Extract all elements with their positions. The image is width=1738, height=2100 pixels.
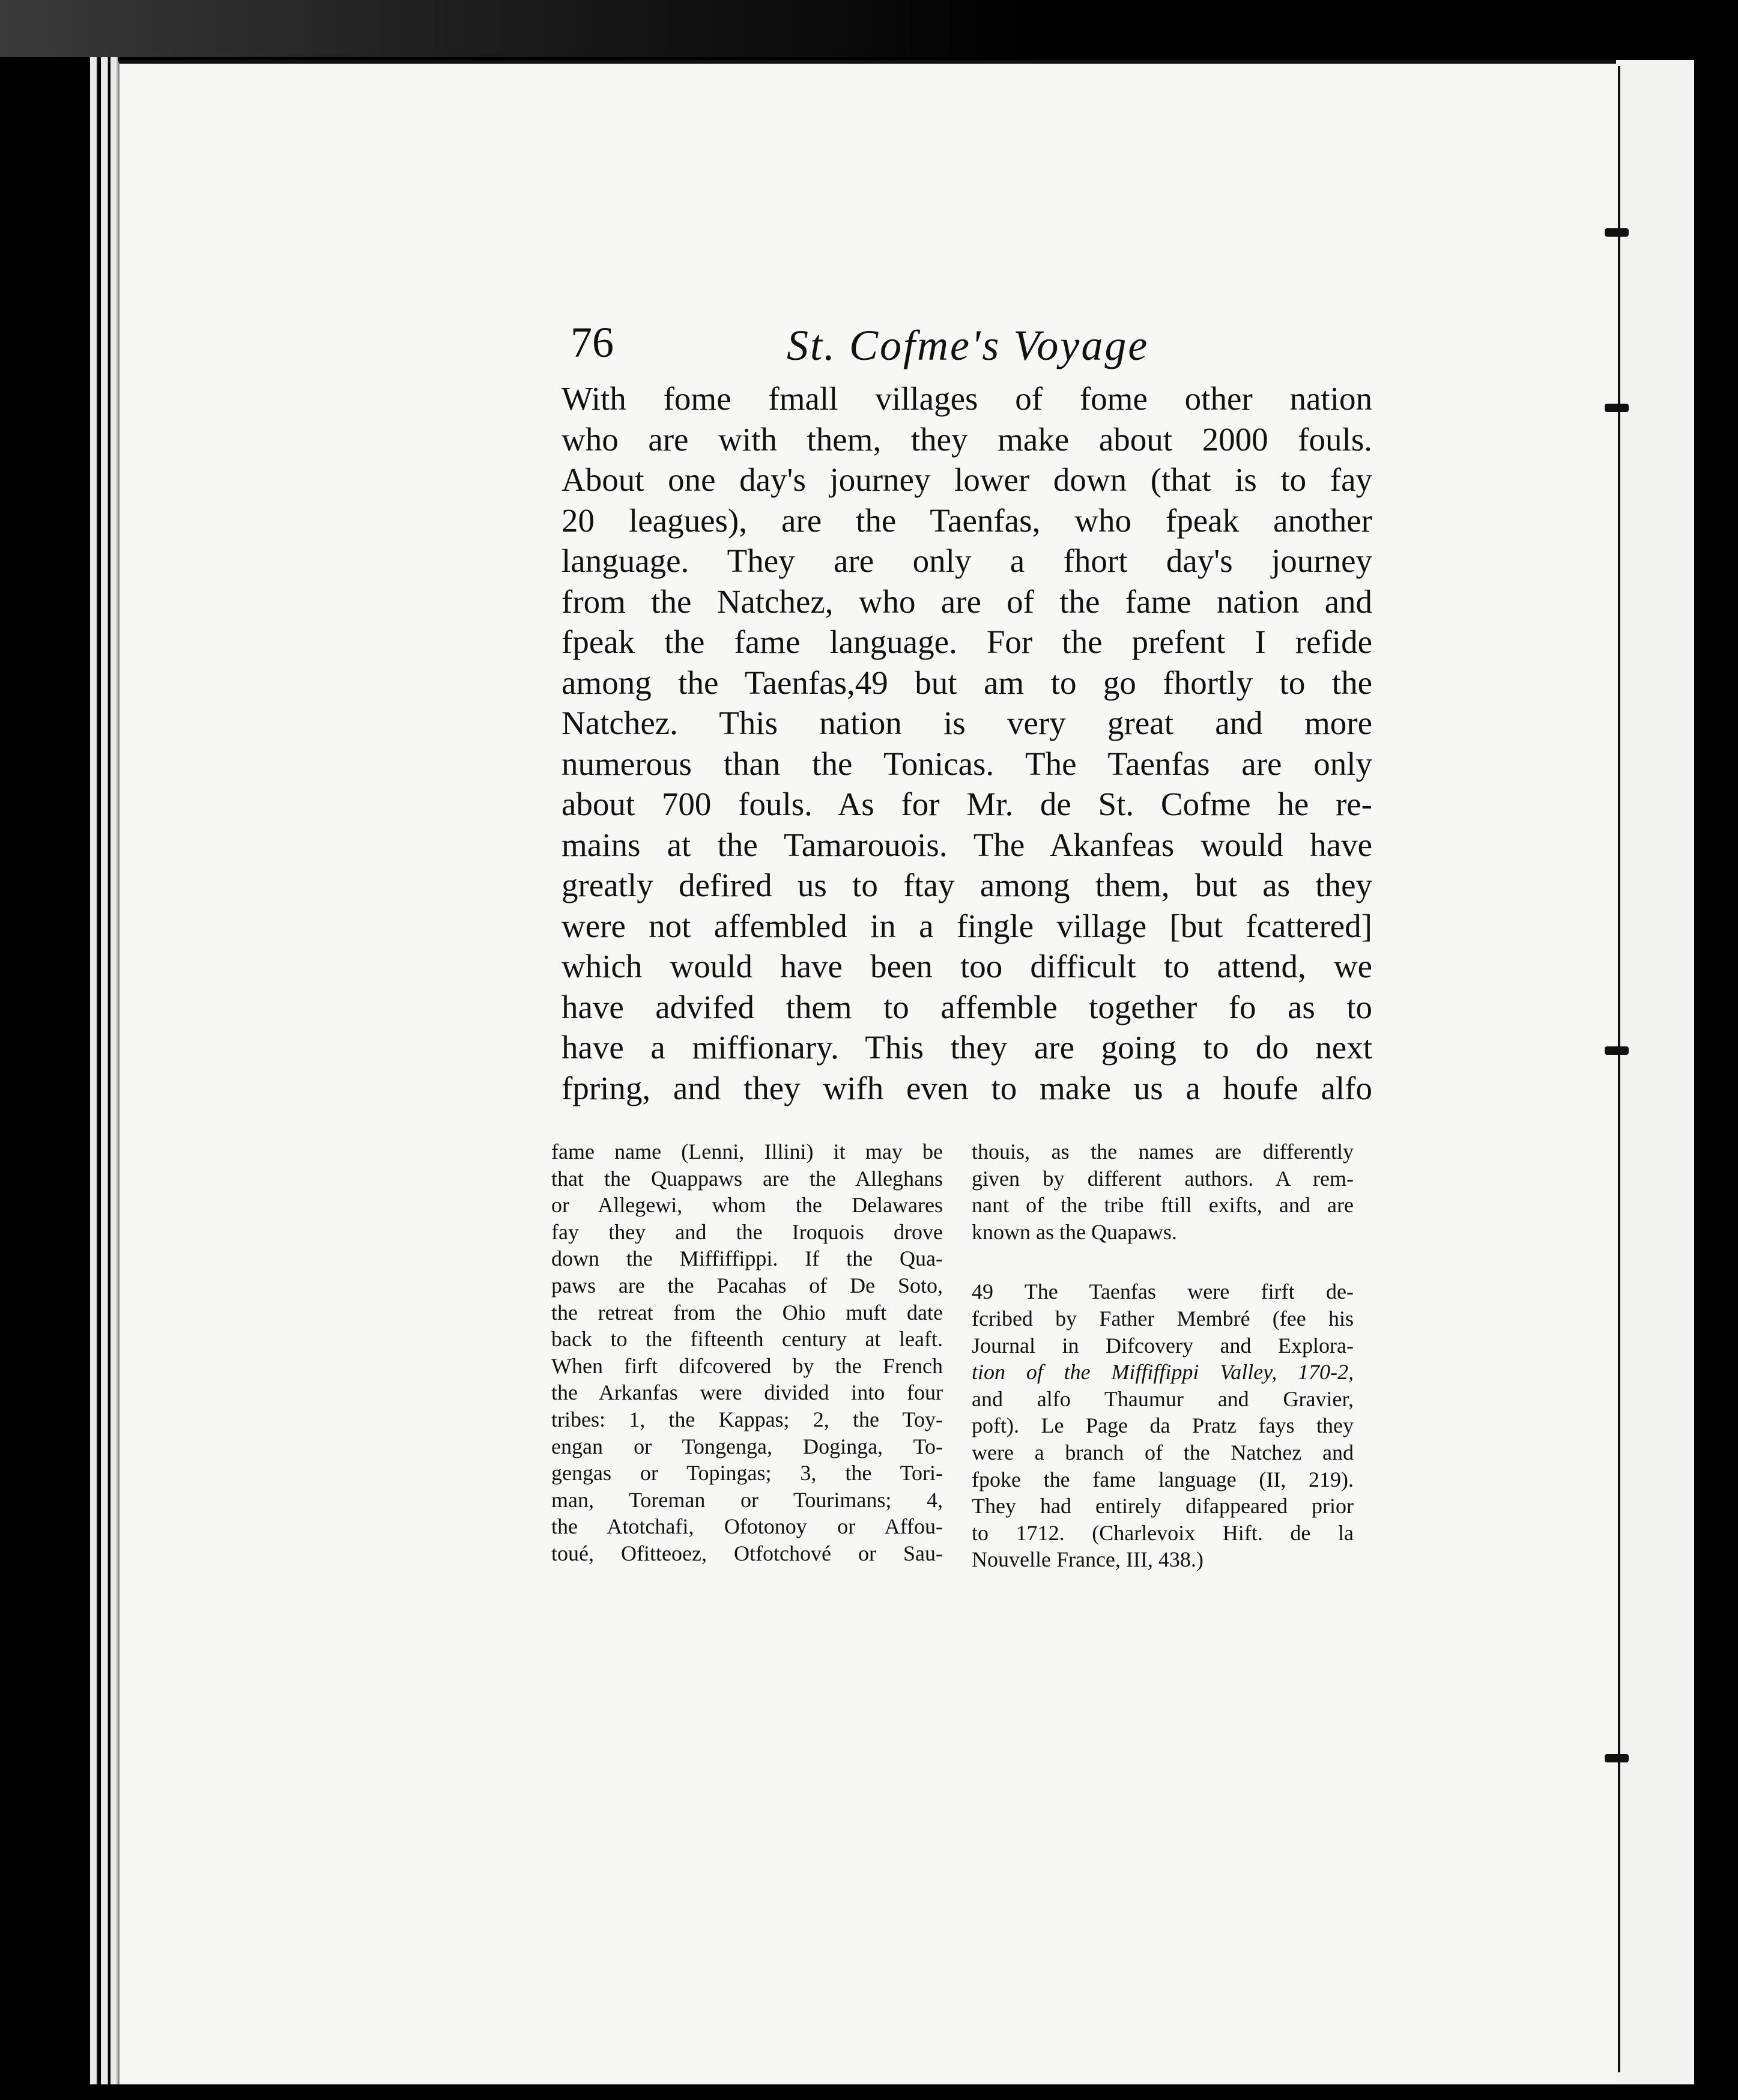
footnote-line: or Allegewi, whom the Delawares (551, 1193, 943, 1218)
footnote-49-line: fpoke the fame language (II, 219). (972, 1467, 1354, 1492)
footnote-line: tribes: 1, the Kappas; 2, the Toy- (551, 1407, 943, 1431)
scan-background-right (1694, 57, 1738, 2087)
footnote-line: gengas or Topingas; 3, the Tori- (551, 1461, 943, 1485)
body-line: which would have been too difficult to attend, we (562, 948, 1372, 985)
body-line: about 700 fouls. As for Mr. de St. Cofme he re- (562, 786, 1372, 822)
body-line: were not affembled in a fingle village [but fcattered] (562, 907, 1372, 944)
binding-mark (1605, 228, 1629, 237)
footnote-line: paws are the Pacahas of De Soto, (551, 1273, 943, 1297)
footnote-line: back to the fifteenth century at leaft. (551, 1327, 943, 1352)
footnote-line: the retreat from the Ohio muft date (551, 1300, 943, 1325)
body-line: among the Taenfas,49 but am to go fhortly to the (562, 664, 1372, 701)
binding-mark (1605, 404, 1629, 412)
scan-background-top (0, 0, 1738, 57)
footnote-49-line: fcribed by Father Membré (fee his (972, 1306, 1354, 1331)
footnote-line: down the Miffiffippi. If the Qua- (551, 1246, 943, 1271)
footnote-line: When firft difcovered by the French (551, 1353, 943, 1378)
body-line: greatly defired us to ftay among them, but as they (562, 867, 1372, 903)
body-line: from the Natchez, who are of the fame nation and (562, 583, 1372, 620)
footnote-line: the Arkanfas were divided into four (551, 1380, 943, 1405)
footnote-49-line: Nouvelle France, III, 438.) (972, 1547, 1204, 1572)
footnote-line: known as the Quapaws. (972, 1219, 1177, 1244)
footnote-49-line: poft). Le Page da Pratz fays they (972, 1413, 1354, 1438)
footnote-49-line: Journal in Difcovery and Explora- (972, 1333, 1354, 1358)
binding-margin (1616, 60, 1694, 2084)
footnote-line: fame name (Lenni, Illini) it may be (551, 1140, 943, 1164)
footnote-line: fay they and the Iroquois drove (551, 1219, 943, 1244)
body-line: have advifed them to affemble together fo as to (562, 988, 1372, 1025)
body-line: With fome fmall villages of fome other nation (562, 380, 1372, 417)
footnote-49-line: and alfo Thaumur and Gravier, (972, 1386, 1354, 1411)
body-line: who are with them, they make about 2000 fouls. (562, 420, 1372, 458)
body-line: fpeak the fame language. For the prefent I refide (562, 624, 1372, 660)
footnote-49-line: were a branch of the Natchez and (972, 1440, 1354, 1464)
page-edge-strip (90, 57, 97, 2087)
footnote-line: the Atotchafi, Ofotonoy or Affou- (551, 1514, 943, 1539)
page-number: 76 (571, 318, 614, 366)
footnote-column-right (972, 1138, 1354, 1573)
running-head (571, 312, 1411, 378)
binding-mark (1605, 1754, 1629, 1762)
binding-mark (1605, 1046, 1629, 1055)
footnote-line: toué, Ofitteoez, Otfotchové or Sau- (551, 1541, 943, 1565)
page-edge-strip (111, 57, 118, 2087)
running-title: St. Cofme's Voyage (787, 321, 1149, 369)
scan-background-bottom (0, 2084, 1738, 2100)
body-line: numerous than the Tonicas. The Taenfas are only (562, 745, 1372, 782)
binding-edge-line (1618, 66, 1620, 2072)
body-line: Natchez. This nation is very great and more (562, 705, 1372, 741)
page-edge-strip (101, 57, 108, 2087)
footnote-line: thouis, as the names are differently (972, 1140, 1354, 1164)
footnote-column-left (551, 1138, 943, 1567)
footnote-line: engan or Tongenga, Doginga, To- (551, 1434, 943, 1458)
body-line: 20 leagues), are the Taenfas, who fpeak another (562, 502, 1372, 539)
body-line: have a miffionary. This they are going to do next (562, 1029, 1372, 1066)
body-line: language. They are only a fhort day's journey (562, 542, 1372, 579)
body-line: fpring, and they wifh even to make us a houfe alfo (562, 1069, 1372, 1106)
footnote-49-line: to 1712. (Charlevoix Hift. de la (972, 1520, 1354, 1545)
footnote-gap (972, 1245, 1354, 1278)
footnote-49-line: tion of the Miffiffippi Valley, 170-2, (972, 1360, 1354, 1385)
body-text (562, 378, 1372, 1108)
body-line: About one day's journey lower down (that is to fay (562, 461, 1372, 498)
body-line: mains at the Tamarouois. The Akanfeas would have (562, 826, 1372, 863)
footnote-49-line: They had entirely difappeared prior (972, 1494, 1354, 1519)
footnote-line: man, Toreman or Tourimans; 4, (551, 1487, 943, 1512)
footnote-line: nant of the tribe ftill exifts, and are (972, 1193, 1354, 1218)
footnote-49-line: 49 The Taenfas were firft de- (972, 1279, 1354, 1304)
footnote-line: given by different authors. A rem- (972, 1166, 1354, 1191)
footnote-line: that the Quappaws are the Alleghans (551, 1166, 943, 1191)
